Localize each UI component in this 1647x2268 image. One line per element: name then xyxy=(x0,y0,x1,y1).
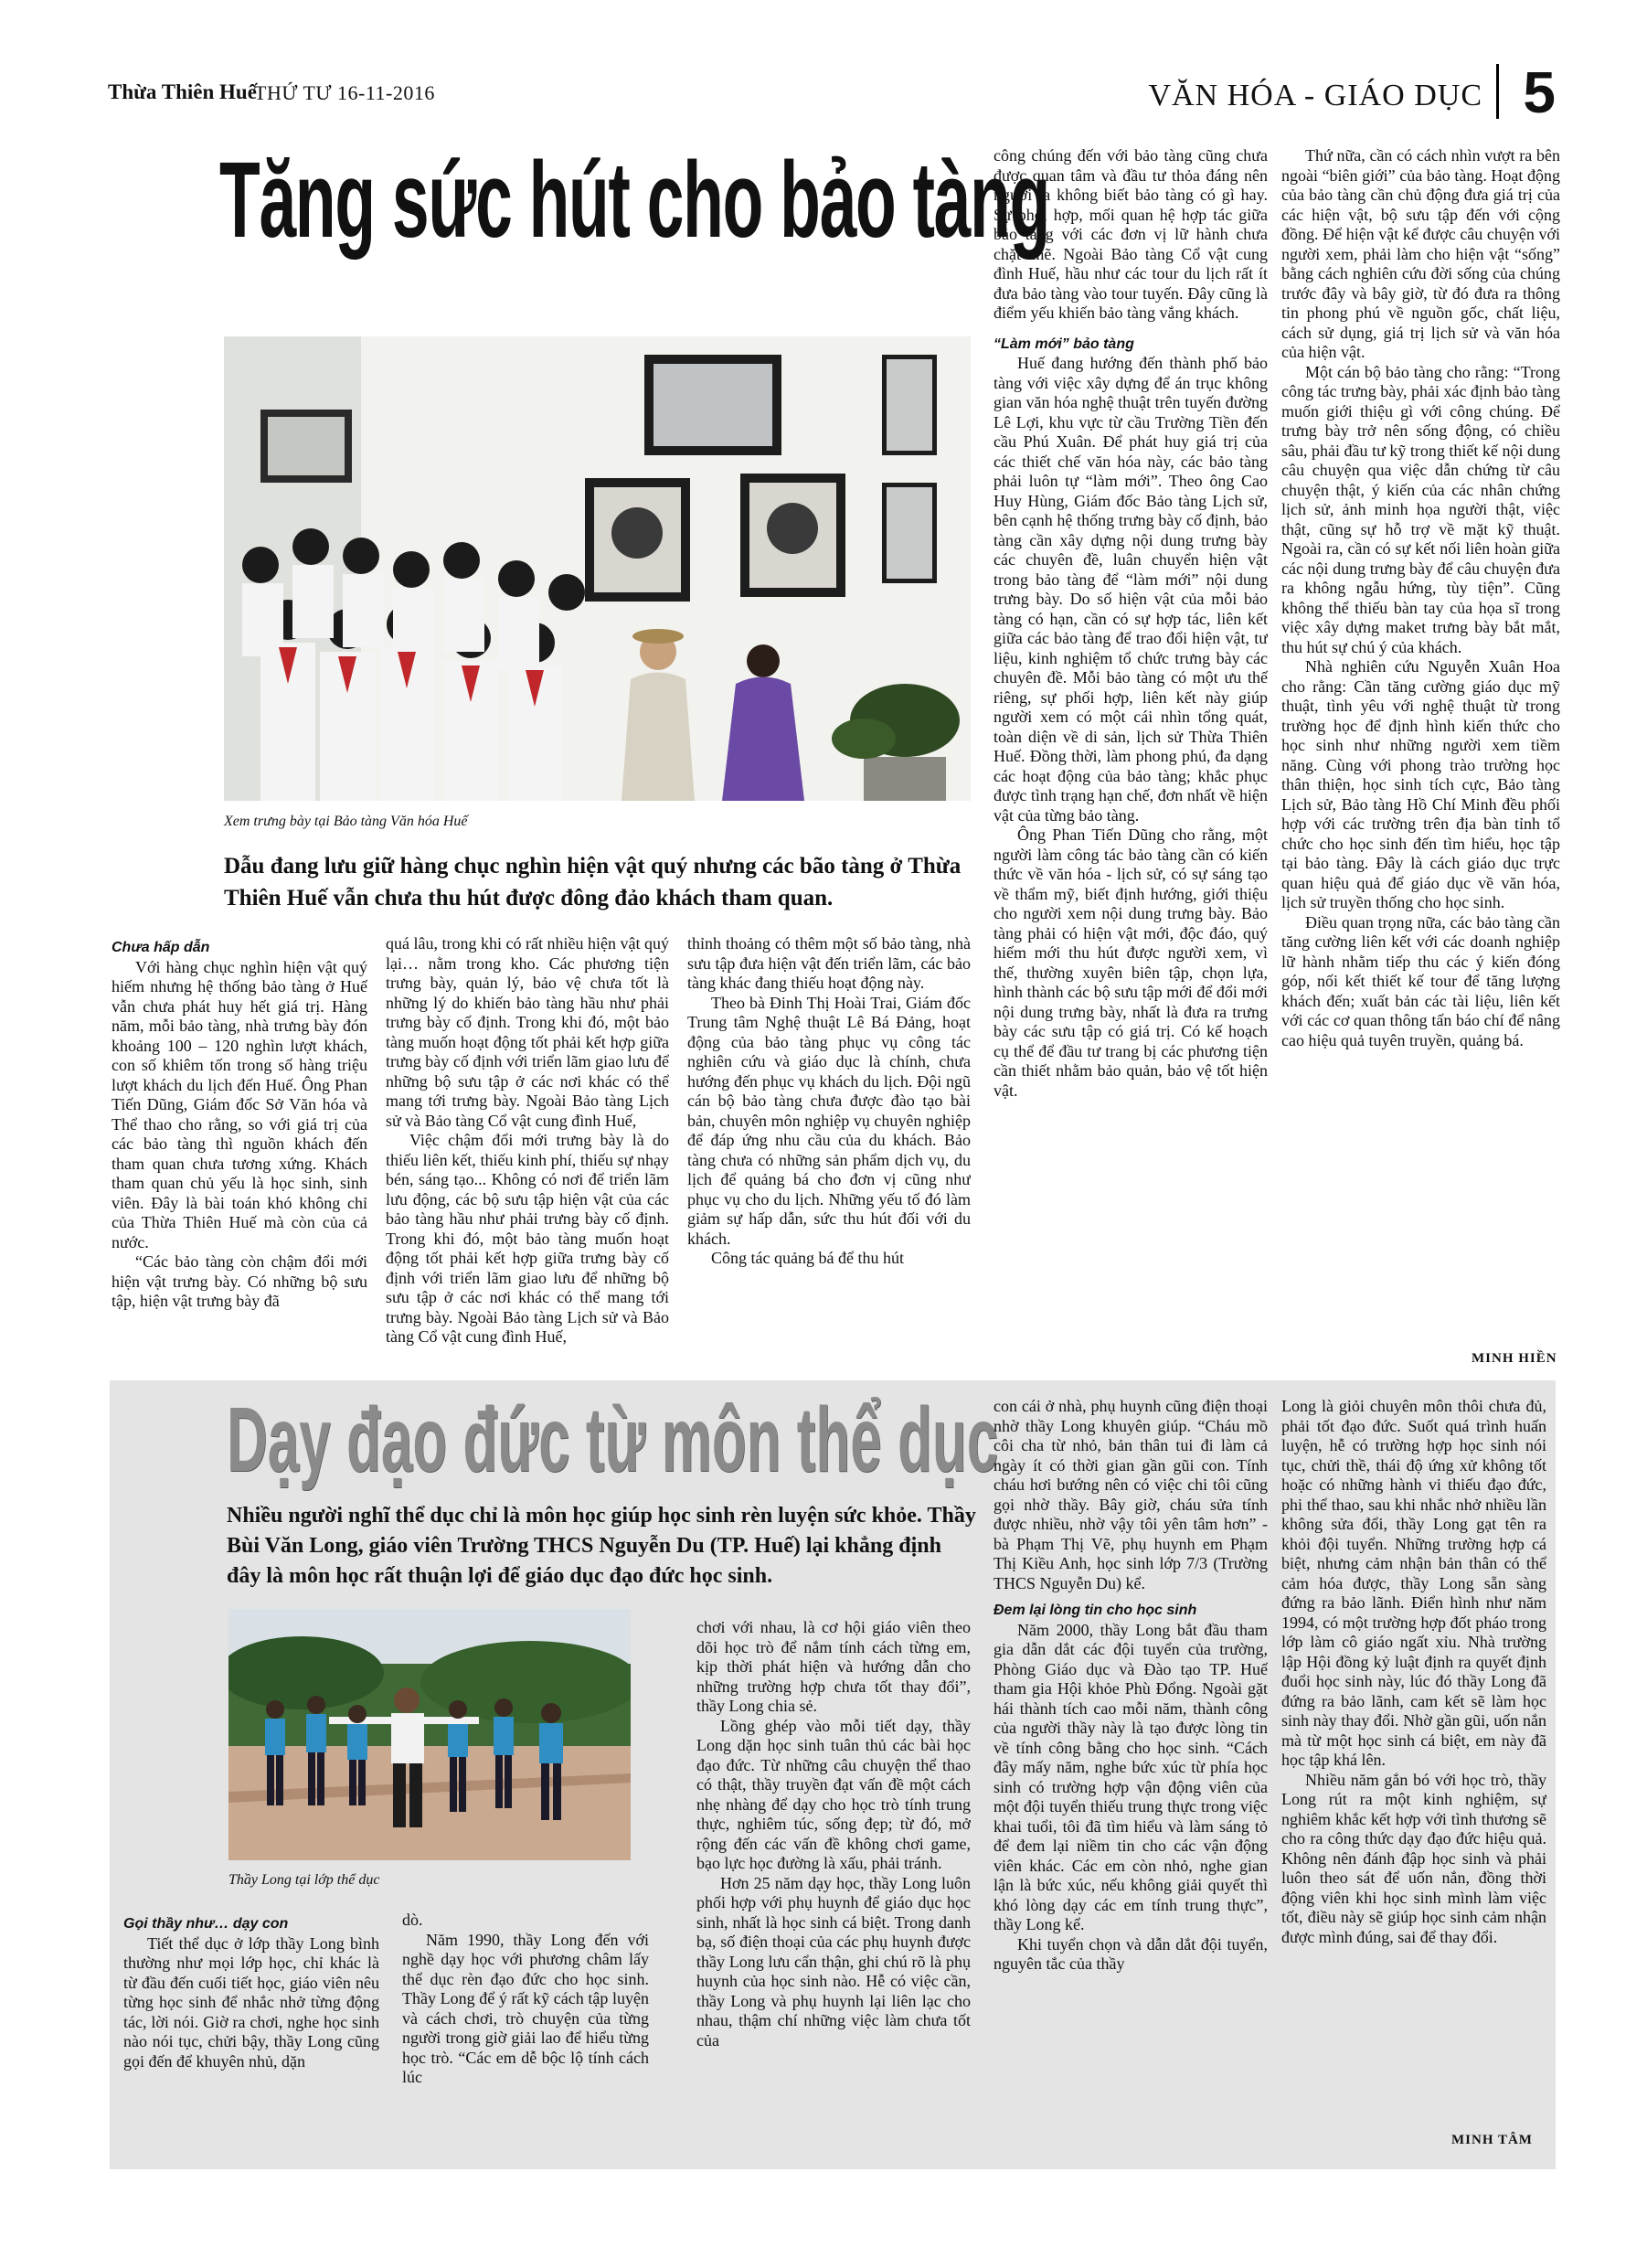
article1-column-3 xyxy=(687,934,971,1364)
article2-column-4 xyxy=(994,1397,1268,2157)
article1-subheading-2: “Làm mới” bảo tàng xyxy=(994,335,1134,352)
article2-paragraph: Năm 2000, thầy Long bắt đầu tham gia dẫn dắt các đội tuyển của trường, Phòng Giáo dục và Đào tạo TP. Huế tham gia Hội khỏe Phù Đổng. Ngoài gặt hái thành tích cao mỗi năm, thành công của người thầy này là tạo được lòng tin về tính công bằng cho học sinh. “Cách đây mấy năm, nghe bức xúc từ phía học sinh có trường hợp vận động viên của một đội tuyển thiếu trung thực trong việc khai tuổi, tôi đã tìm hiểu và làm sáng tỏ để đem lại niềm tin cho các vận động viên khác. Các em còn nhỏ, nghe gian lận là bức xúc, nếu không giải quyết thì khó lòng dạy các em tính trung thực”, thầy Long kể. xyxy=(994,1620,1268,1933)
article2-paragraph: Hơn 25 năm dạy học, thầy Long luôn phối hợp với phụ huynh để giáo dục học sinh, nhất là học sinh cá biệt. Trong danh bạ, số điện thoại của các phụ huynh được thầy Long lưu cẩn thận, ghi chú rõ là phụ huynh của học sinh nào. Hễ có việc cần, thầy Long và phụ huynh lại liên lạc cho nhau, thậm chí những việc làm chưa tốt của xyxy=(696,1873,971,2050)
article2-paragraph: Nhiều năm gắn bó với học trò, thầy Long rút ra một kinh nghiệm, sự nghiêm khắc kết hợp với tình thương sẽ cho ra công thức dạy đạo đức hiệu quả. Không nên đánh đập học sinh và phải luôn theo sát để uốn nắn, đồng thời động viên khi học sinh mình làm việc tốt, điều này sẽ giúp học sinh cảm nhận được mình đúng, sai để thay đổi. xyxy=(1281,1770,1546,1946)
article2-column-5 xyxy=(1281,1397,1546,2128)
article1-photo xyxy=(224,336,971,801)
article1-column-2 xyxy=(386,934,669,1364)
article2-column-1 xyxy=(123,1911,379,2157)
article1-paragraph: “Các bảo tàng còn chậm đổi mới hiện vật trưng bày. Có những bộ sưu tập, hiện vật trưng bày đã xyxy=(112,1252,367,1310)
article2-paragraph: chơi với nhau, là cơ hội giáo viên theo dõi học trò để nắm tính cách từng em, kịp thời phát hiện và hướng dẫn cho những trường hợp chưa tốt thay đổi”, thầy Long chia sẻ. xyxy=(696,1618,971,1715)
article1-paragraph: Công tác quảng bá để thu hút xyxy=(711,1249,904,1267)
pe-class-image xyxy=(228,1609,631,1860)
article2-paragraph: Long là giỏi chuyên môn thôi chưa đủ, phải tốt đạo đức. Suốt quá trình huấn luyện, hễ có trường hợp học sinh nói tục, chửi thề, thái độ ứng xử không tốt hoặc có những hành vi thiếu đạo đức, phi thể thao, sau khi nhắc nhở nhiều lần không sửa đổi, thầy Long gạt tên ra khỏi đội tuyển. Những trường hợp cá biệt, nhưng cảm nhận bản thân có thể cảm hóa được, thầy Long sẵn sàng đứng ra bảo lãnh. Điển hình như năm 1994, có một trường hợp đốt pháo trong lớp làm cô giáo ngất xỉu. Nhà trường lập Hội đồng kỷ luật định ra quyết định đuổi học sinh này, lúc đó thầy Long đã đứng ra bảo lãnh, cam kết sẽ làm học sinh này thay đổi. Nhờ gần gũi, uốn nắn mà từ một học sinh cá biệt, em này đã học tập khá lên. xyxy=(1281,1397,1546,1769)
article1-paragraph: Huế đang hướng đến thành phố bảo tàng với việc xây dựng để án trục không gian văn hóa nghệ thuật trên tuyến đường Lê Lợi, khu vực từ cầu Trường Tiền đến cầu Phú Xuân. Để phát huy giá trị của các thiết chế văn hóa này, các bảo tàng phải luôn tự “làm mới”. Theo ông Cao Huy Hùng, Giám đốc Bảo tàng Lịch sử, bên cạnh hệ thống trưng bày cố định, bảo tàng cần xây dựng nội dung trưng bày các chuyên đề, luân chuyển hiện vật trong bảo tàng để “làm mới” nội dung trưng bày. Do số hiện vật của mỗi bảo tàng có hạn, cần có sự hợp tác, liên kết giữa các bảo tàng để trao đổi hiện vật, tư liệu, kinh nghiệm tổ chức trưng bày các chuyên đề. Mỗi bảo tàng có một ưu thế riêng, sự phối hợp, liên kết này giúp người xem có một cái nhìn tổng quát, toàn diện về di sản, lịch sử Thừa Thiên Huế. Đồng thời, làm phong phú, đa dạng các hoạt động của bảo tàng; khắc phục được tình trạng hạn chế, đơn nhất về hiện vật của từng bảo tàng. xyxy=(994,354,1268,825)
article1-paragraph: Ông Phan Tiến Dũng cho rằng, một người làm công tác bảo tàng cần có kiến thức về văn hóa - lịch sử, có sự sáng tạo về thẩm mỹ, biết định hướng, giới thiệu cho người xem nội dung trưng bày. Bảo tàng phải có hiện vật mới, độc đáo, quý hiếm mới thu hút được người xem, vì thế, thường xuyên biên tập, chọn lựa, hình thành các bộ sưu tập mới để đổi mới nội dung trưng bày, nhất là đưa ra trưng bày các sưu tập có giá trị. Có kế hoạch cụ thể để đầu tư trang bị các phương tiện cần thiết nhằm bảo quản, bảo vệ tốt hiện vật. xyxy=(994,825,1268,1100)
article2-column-2 xyxy=(402,1911,649,2157)
article1-paragraph: Theo bà Đinh Thị Hoài Trai, Giám đốc Trung tâm Nghệ thuật Lê Bá Đảng, hoạt động của bảo tàng phục vụ công tác nghiên cứu và giáo dục là chính, chưa hướng đến phục vụ khách du lịch. Đội ngũ cán bộ bảo tàng chưa được đào tạo bài bản, chuyên môn nghiệp vụ chuyên nghiệp để đáp ứng nhu cầu của du khách. Bảo tàng chưa có những sản phẩm dịch vụ, du lịch để quảng bá cho đơn vị cũng như phục vụ cho du lịch. Những yếu tố đó làm giảm sự hấp dẫn, sức thu hút đối với du khách. xyxy=(687,993,971,1248)
museum-visit-image xyxy=(224,336,971,801)
article2-photo xyxy=(228,1609,631,1860)
article1-paragraph: Việc chậm đổi mới trưng bày là do thiếu liên kết, thiếu kinh phí, thiếu sự nhạy bén, sáng tạo... Không có nơi để triển lãm lưu động, các bộ sưu tập hiện vật của các bảo tàng hầu như phải trưng bày cố định. Trong khi đó, một bảo tàng muốn hoạt động tốt phải kết hợp giữa trưng bày cố định với triển lãm giao lưu để những bộ sưu tập ở các nơi khác có thể mang tới trưng bày. Ngoài Bảo tàng Lịch sử và Bảo tàng Cổ vật cung đình Huế, xyxy=(386,1131,669,1346)
article2-photo-caption: Thầy Long tại lớp thể dục xyxy=(228,1872,380,1888)
article1-byline: MINH HIỀN xyxy=(1472,1351,1557,1366)
article2-lead: Nhiều người nghĩ thể dục chỉ là môn học giúp học sinh rèn luyện sức khỏe. Thầy Bùi Văn Long, giáo viên Trường THCS Nguyễn Du (TP. Huế) lại khẳng định đây là môn học rất thuận lợi để giáo dục đạo đức học sinh. xyxy=(227,1504,976,1588)
article1-paragraph: quá lâu, trong khi có rất nhiều hiện vật quý lại… nằm trong kho. Các phương tiện trưng bày, quản lý, bảo vệ chưa tốt là những lý do khiến bảo tàng hầu như phải trưng bày cố định. Trong khi đó, một bảo tàng muốn hoạt động tốt phải kết hợp giữa trưng bày cố định với triển lãm giao lưu để những bộ sưu tập ở các nơi khác có thể mang tới trưng bày. Ngoài Bảo tàng Lịch sử và Bảo tàng Cổ vật cung đình Huế, xyxy=(386,934,669,1130)
article1-paragraph: công chúng đến với bảo tàng cũng chưa được quan tâm và đầu tư thỏa đáng nên người ta không biết bảo tàng có gì hay. Sự phối hợp, mối quan hệ hợp tác giữa bảo tàng với các đơn vị lữ hành chưa chặt chẽ. Ngoài Bảo tàng Cổ vật cung đình Huế, hầu như các tour du lịch rất ít đưa bảo tàng vào tour tuyến. Đây cũng là điểm yếu khiến bảo tàng vắng khách. xyxy=(994,146,1268,322)
article2-paragraph: Năm 1990, thầy Long đến với nghề dạy học với phương châm lấy thể dục rèn đạo đức cho học sinh. Thầy Long để ý rất kỹ cách tập luyện và cách chơi, trò chuyện của từng người trong giờ giải lao để hiểu từng học trò. “Các em dễ bộc lộ tính cách lúc xyxy=(402,1930,649,2086)
article1-column-4 xyxy=(994,146,1268,1364)
article2-column-3 xyxy=(696,1618,971,2157)
section-name: VĂN HÓA - GIÁO DỤC xyxy=(1148,79,1482,112)
masthead-divider xyxy=(1496,64,1499,119)
article2-subheading-1: Gọi thầy như… dạy con xyxy=(123,1916,289,1932)
newspaper-name: Thừa Thiên Huế xyxy=(108,80,257,103)
article1-subheading-1: Chưa hấp dẫn xyxy=(112,940,210,955)
article1-paragraph: Nhà nghiên cứu Nguyễn Xuân Hoa cho rằng: Cần tăng cường giáo dục mỹ thuật, tình yêu với nghệ thuật từ trong trường học để định hình kiến thức cho học sinh như những người xem tiềm năng. Cùng với phong trào trường học thân thiện, học sinh tích cực, Bảo tàng Lịch sử, Bảo tàng Hồ Chí Minh đều phối hợp với các trường trên địa bàn tỉnh tổ chức cho học sinh đến tìm hiểu, học tập tại bảo tàng. Đây là cách giáo dục trực quan hiệu quả để giáo dục về văn hóa, lịch sử truyền thống cho học sinh. xyxy=(1281,657,1560,911)
article1-paragraph: Với hàng chục nghìn hiện vật quý hiếm nhưng hệ thống bảo tàng ở Huế vẫn chưa phát huy hết giá trị. Hàng năm, mỗi bảo tàng, nhà trưng bày đón khoảng 100 – 120 nghìn lượt khách, con số khiêm tốn trong số hàng triệu lượt khách du lịch đến Huế. Ông Phan Tiến Dũng, Giám đốc Sở Văn hóa và Thể thao cho rằng, so với giá trị của các bảo tàng thì nguồn khách đến tham quan chưa tương xứng. Khách tham quan chủ yếu là học sinh, sinh viên. Đây là bài toán khó không chỉ của Thừa Thiên Huế mà còn của cả nước. xyxy=(112,957,367,1251)
article2-paragraph: con cái ở nhà, phụ huynh cũng điện thoại nhờ thầy Long khuyên giúp. “Cháu mồ côi cha từ nhỏ, bản thân tui đi làm cả ngày ít có thời gian gần gũi con. Tính cháu hơi bướng nên có việc chi tôi cũng gọi nhờ thầy. Bây giờ, cháu sửa tính được nhiều, nhờ vậy tôi yên tâm hơn” - bà Phạm Thị Vẽ, phụ huynh em Phạm Thị Kiều Anh, học sinh lớp 7/3 (Trường THCS Nguyễn Du) kể. xyxy=(994,1397,1268,1592)
article1-paragraph: thỉnh thoảng có thêm một số bảo tàng, nhà sưu tập đưa hiện vật đến triển lãm, các bảo tàng khác đang thiếu hoạt động này. xyxy=(687,934,971,992)
article1-paragraph: Điều quan trọng nữa, các bảo tàng cần tăng cường liên kết với các doanh nghiệp lữ hành nhằm tiếp thu các ý kiến đóng góp, nối kết thiết kế tour để tăng lượng khách đến; xuất bản các tài liệu, liên kết với các cơ quan thông tấn báo chí để nâng cao hiệu quả tuyên truyền, quảng bá. xyxy=(1281,912,1560,1049)
article2-subheading-2: Đem lại lòng tin cho học sinh xyxy=(994,1603,1197,1618)
article1-photo-caption: Xem trưng bày tại Bảo tàng Văn hóa Huế xyxy=(224,814,468,829)
article1-lead: Dẫu đang lưu giữ hàng chục nghìn hiện vật quý nhưng các bão tàng ở Thừa Thiên Huế vẫn chưa thu hút được đông đảo khách tham quan. xyxy=(224,854,962,910)
article1-title: Tăng sức hút cho bảo tàng xyxy=(219,140,1050,261)
page-number: 5 xyxy=(1523,59,1556,125)
article1-column-1 xyxy=(112,934,367,1364)
article1-column-5 xyxy=(1281,146,1560,1335)
article2-paragraph: Lồng ghép vào mỗi tiết dạy, thầy Long dặn học sinh tuân thủ các bài học đạo đức. Từ những câu chuyện thể thao có thật, thầy truyền đạt vấn đề một cách nhẹ nhàng để dạy cho học trò tính trung thực, nghiêm túc, sống đẹp; từ đó, mở rộng đến các vấn đề không chơi game, bạo lực học đường là xấu, phải tránh. xyxy=(696,1716,971,1872)
masthead xyxy=(108,59,1556,125)
issue-date: THỨ TƯ 16-11-2016 xyxy=(254,81,435,104)
article1-paragraph: Một cán bộ bảo tàng cho rằng: “Trong công tác trưng bày, phải xác định bảo tàng muốn giới thiệu gì với công chúng. Để trưng bày trở nên sống động, có chiều sâu, phải đầu tư kỹ trong thiết kế nội dung câu chuyện qua việc dẫn chứng từ câu chuyện thật, ý kiến của các nhân chứng lịch sử, ảnh minh họa người thật, việc thật, cũng sự hỗ trợ về mặt kỹ thuật. Ngoài ra, cần có sự kết nối liên hoàn giữa các nội dung trưng bày để câu chuyện đưa ra không ngẫu hứng, tùy tiện”. Cũng không thể thiếu bàn tay của họa sĩ trong việc xây dựng maket trưng bày bắt mắt, thu hút sự chú ý của khách. xyxy=(1281,362,1560,656)
article1-paragraph: Thứ nữa, cần có cách nhìn vượt ra bên ngoài “biên giới” của bảo tàng. Hoạt động của bảo tàng cần chủ động đưa giá trị của các hiện vật, bộ sưu tập đến với cộng đồng. Để hiện vật kể được câu chuyện với người xem, phải làm cho hiện vật “sống” bằng cách nghiên cứu đời sống của chúng trước đây và bây giờ, từ đó đưa ra thông tin phong phú về nguồn gốc, chất liệu, cách sử dụng, giá trị lịch sử và văn hóa của hiện vật. xyxy=(1281,146,1560,361)
article2-byline: MINH TÂM xyxy=(1451,2133,1533,2147)
article2-paragraph: Tiết thể dục ở lớp thầy Long bình thường như mọi lớp học, chỉ khác là từ đầu đến cuối tiết học, giáo viên nêu từng học sinh để nhắc nhở từng động tác, lời nói. Giờ ra chơi, nghe học sinh nào nói tục, chửi bậy, thầy Long cũng gọi đến để khuyên nhủ, dặn xyxy=(123,1933,379,2071)
article2-title: Dạy đạo đức từ môn thể dục xyxy=(227,1389,999,1491)
article2-paragraph: Khi tuyển chọn và dẫn dắt đội tuyển, nguyên tắc của thầy xyxy=(994,1934,1268,1973)
article2-paragraph: dò. xyxy=(402,1911,423,1929)
